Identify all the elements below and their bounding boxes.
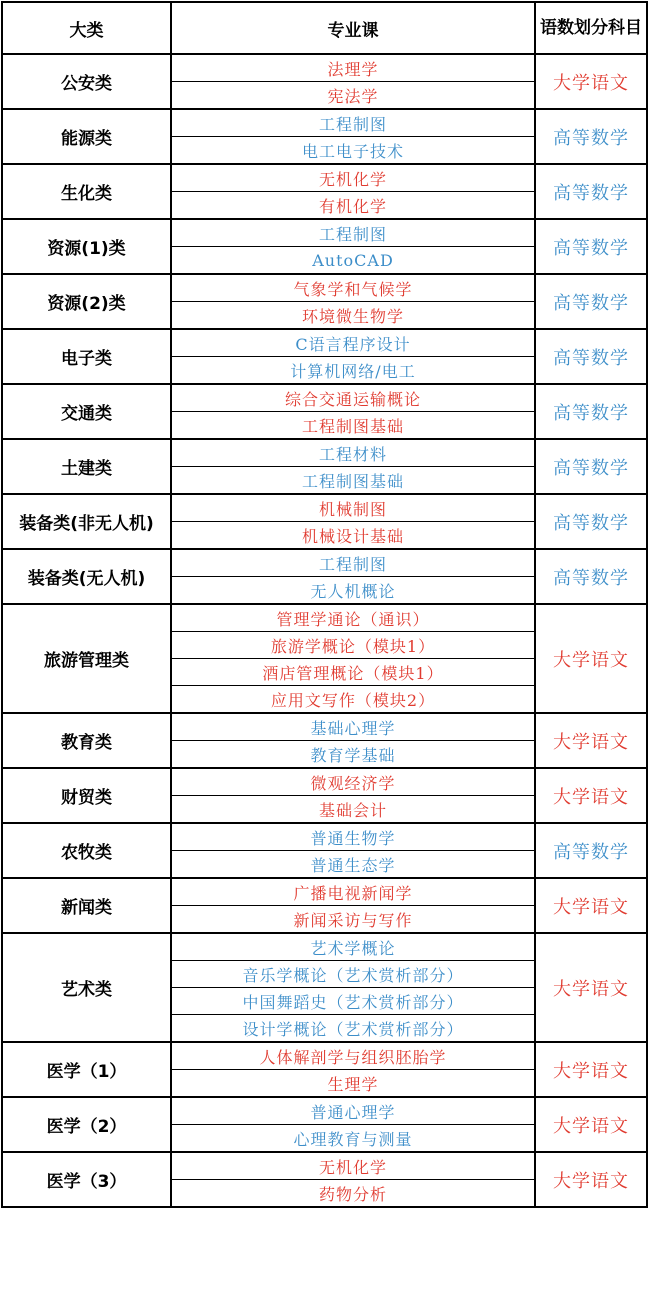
category-cell: 资源(1)类	[2, 219, 171, 274]
course-cell: 综合交通运输概论	[171, 384, 535, 412]
course-cell: 基础心理学	[171, 713, 535, 741]
category-cell: 财贸类	[2, 768, 171, 823]
subject-cell: 高等数学	[535, 494, 647, 549]
table-row	[2, 1152, 647, 1180]
table-row	[2, 329, 647, 357]
category-cell: 旅游管理类	[2, 604, 171, 713]
subject-cell: 大学语文	[535, 1152, 647, 1207]
subject-cell: 大学语文	[535, 54, 647, 109]
course-cell: 广播电视新闻学	[171, 878, 535, 906]
subject-cell: 高等数学	[535, 439, 647, 494]
category-cell: 医学（2）	[2, 1097, 171, 1152]
course-cell: 药物分析	[171, 1180, 535, 1208]
course-cell: 有机化学	[171, 192, 535, 220]
course-cell: 音乐学概论（艺术赏析部分）	[171, 961, 535, 988]
table-row	[2, 54, 647, 82]
table-row	[2, 1042, 647, 1070]
category-cell: 资源(2)类	[2, 274, 171, 329]
category-cell: 装备类(非无人机)	[2, 494, 171, 549]
table-row	[2, 878, 647, 906]
category-cell: 新闻类	[2, 878, 171, 933]
table-row	[2, 494, 647, 522]
subject-cell: 大学语文	[535, 713, 647, 768]
course-cell: 艺术学概论	[171, 933, 535, 961]
category-cell: 农牧类	[2, 823, 171, 878]
course-cell: 新闻采访与写作	[171, 906, 535, 934]
course-cell: AutoCAD	[171, 247, 535, 275]
subject-cell: 高等数学	[535, 329, 647, 384]
course-cell: 无机化学	[171, 1152, 535, 1180]
subject-cell: 高等数学	[535, 823, 647, 878]
category-cell: 医学（1）	[2, 1042, 171, 1097]
table-row	[2, 1097, 647, 1125]
table-row	[2, 768, 647, 796]
category-cell: 交通类	[2, 384, 171, 439]
table-row	[2, 219, 647, 247]
course-cell: C语言程序设计	[171, 329, 535, 357]
course-cell: 旅游学概论（模块1）	[171, 632, 535, 659]
category-cell: 公安类	[2, 54, 171, 109]
subject-cell: 高等数学	[535, 219, 647, 274]
subject-cell: 大学语文	[535, 878, 647, 933]
course-cell: 气象学和气候学	[171, 274, 535, 302]
course-cell: 机械设计基础	[171, 522, 535, 550]
course-cell: 法理学	[171, 54, 535, 82]
table-row	[2, 274, 647, 302]
subject-cell: 高等数学	[535, 549, 647, 604]
category-cell: 医学（3）	[2, 1152, 171, 1207]
course-cell: 心理教育与测量	[171, 1125, 535, 1153]
table-row	[2, 439, 647, 467]
course-cell: 工程制图基础	[171, 467, 535, 495]
table-row	[2, 164, 647, 192]
subject-cell: 大学语文	[535, 768, 647, 823]
subject-cell: 高等数学	[535, 164, 647, 219]
subject-cell: 高等数学	[535, 109, 647, 164]
course-cell: 基础会计	[171, 796, 535, 824]
header-courses: 专业课	[171, 2, 535, 54]
course-cell: 人体解剖学与组织胚胎学	[171, 1042, 535, 1070]
course-cell: 普通生态学	[171, 851, 535, 879]
table-row	[2, 823, 647, 851]
course-cell: 计算机网络/电工	[171, 357, 535, 385]
table-row	[2, 713, 647, 741]
course-cell: 环境微生物学	[171, 302, 535, 330]
course-cell: 管理学通论（通识）	[171, 604, 535, 632]
subject-cell: 大学语文	[535, 1042, 647, 1097]
category-cell: 艺术类	[2, 933, 171, 1042]
table-row	[2, 604, 647, 632]
category-cell: 能源类	[2, 109, 171, 164]
category-cell: 土建类	[2, 439, 171, 494]
subject-cell: 大学语文	[535, 604, 647, 713]
subject-cell: 大学语文	[535, 933, 647, 1042]
course-table	[1, 1, 648, 1208]
table-row	[2, 933, 647, 961]
course-cell: 无机化学	[171, 164, 535, 192]
course-cell: 机械制图	[171, 494, 535, 522]
course-cell: 工程制图	[171, 549, 535, 577]
course-cell: 无人机概论	[171, 577, 535, 605]
header-subject: 语数划分科目	[535, 2, 647, 54]
category-cell: 电子类	[2, 329, 171, 384]
course-cell: 教育学基础	[171, 741, 535, 769]
course-cell: 普通生物学	[171, 823, 535, 851]
table-row	[2, 384, 647, 412]
category-cell: 教育类	[2, 713, 171, 768]
course-cell: 电工电子技术	[171, 137, 535, 165]
category-cell: 装备类(无人机)	[2, 549, 171, 604]
course-cell: 普通心理学	[171, 1097, 535, 1125]
course-cell: 设计学概论（艺术赏析部分）	[171, 1015, 535, 1043]
table-row	[2, 549, 647, 577]
subject-cell: 大学语文	[535, 1097, 647, 1152]
course-cell: 工程制图	[171, 109, 535, 137]
course-cell: 工程制图基础	[171, 412, 535, 440]
header-category: 大类	[2, 2, 171, 54]
course-cell: 酒店管理概论（模块1）	[171, 659, 535, 686]
header-row	[2, 2, 647, 54]
course-cell: 生理学	[171, 1070, 535, 1098]
course-cell: 工程材料	[171, 439, 535, 467]
subject-cell: 高等数学	[535, 274, 647, 329]
category-cell: 生化类	[2, 164, 171, 219]
course-cell: 中国舞蹈史（艺术赏析部分）	[171, 988, 535, 1015]
course-cell: 工程制图	[171, 219, 535, 247]
table-body	[2, 2, 647, 1207]
table-row	[2, 109, 647, 137]
subject-cell: 高等数学	[535, 384, 647, 439]
course-cell: 应用文写作（模块2）	[171, 686, 535, 714]
course-cell: 微观经济学	[171, 768, 535, 796]
course-cell: 宪法学	[171, 82, 535, 110]
